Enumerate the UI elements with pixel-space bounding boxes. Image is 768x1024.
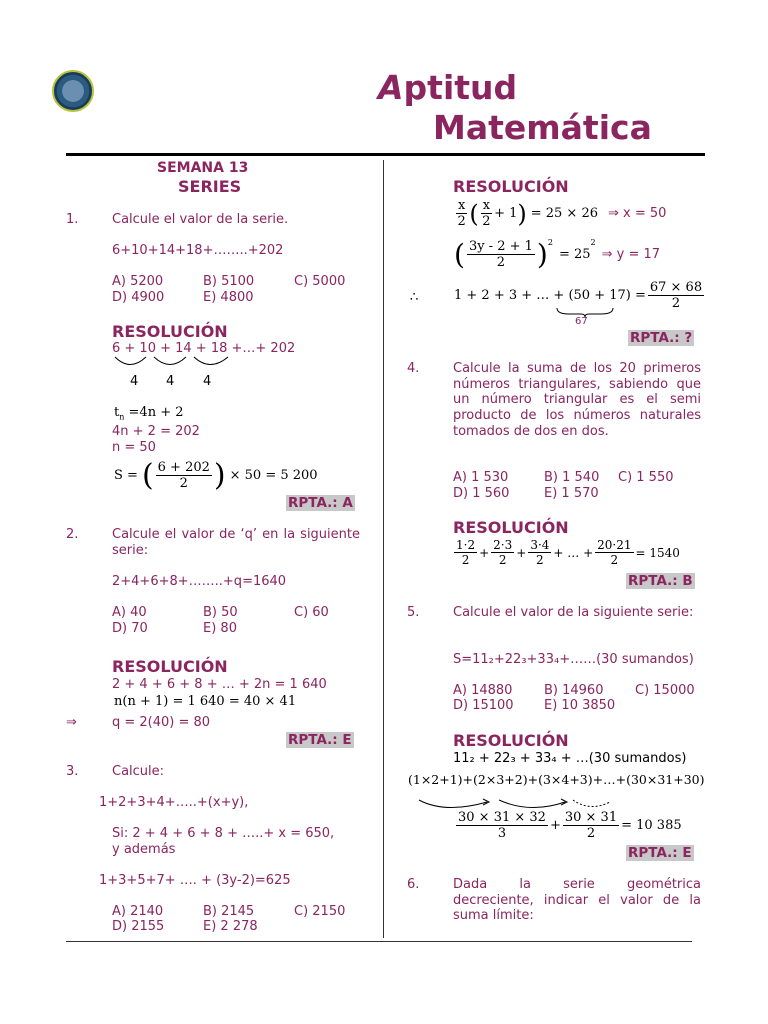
option-c: C) 15000 <box>635 683 695 698</box>
footer-divider <box>66 941 692 942</box>
option-e: E) 80 <box>203 621 237 636</box>
question-number: 5. <box>407 605 420 620</box>
option-b: B) 1 540 <box>544 470 600 485</box>
answer-badge: RPTA.: E <box>288 732 352 748</box>
question-expression: 1+2+3+4+…..+(x+y), <box>99 795 249 810</box>
page-title: Aptitud <box>378 68 518 107</box>
question-text: Calcule: <box>112 764 165 779</box>
header-divider <box>66 153 705 156</box>
option-e: E) 2 278 <box>203 919 258 934</box>
difference-arcs <box>110 354 240 372</box>
question-number: 4. <box>407 361 420 376</box>
brace-label: 67 <box>575 316 588 327</box>
therefore-icon: ∴ <box>410 290 419 305</box>
question-series: 2+4+6+8+……..+q=1640 <box>112 574 287 589</box>
resolution-line: (1×2+1)+(2×3+2)+(3×4+3)+…+(30×31+30) <box>408 772 705 787</box>
resolution-line: 11₂ + 22₃ + 33₄ + …(30 sumandos) <box>453 751 687 766</box>
question-series: 6+10+14+18+……..+202 <box>112 243 284 258</box>
question-condition: y además <box>112 842 176 857</box>
sum-formula: S = ( $\frac{6 + 202}{2}$ ) × 50 = 5 200 <box>114 458 318 493</box>
difference-value: 4 <box>130 374 139 389</box>
question-number: 2. <box>66 527 79 542</box>
option-c: C) 1 550 <box>618 470 674 485</box>
option-d: D) 2155 <box>112 919 165 934</box>
difference-value: 4 <box>203 374 212 389</box>
option-a: A) 14880 <box>453 683 513 698</box>
resolution-line: 1 + 2 + 3 + … + (50 + 17) = $\frac{67 \times 68}{2}$ <box>454 280 703 311</box>
option-d: D) 15100 <box>453 698 514 713</box>
question-number: 6. <box>407 877 420 892</box>
resolution-heading: RESOLUCIÓN <box>112 657 228 676</box>
resolution-heading: RESOLUCIÓN <box>453 731 569 750</box>
option-e: E) 10 3850 <box>544 698 616 713</box>
resolution-line: 6 + 10 + 14 + 18 +…+ 202 <box>112 341 296 356</box>
general-term: $t_n =4n + 2$ <box>114 405 184 422</box>
option-d: D) 70 <box>112 621 148 636</box>
option-a: A) 2140 <box>112 904 164 919</box>
resolution-line: n(n + 1) = 1 640 = 40 × 41 <box>114 694 297 709</box>
option-a: A) 1 530 <box>453 470 509 485</box>
resolution-line: $\frac{30 \times 31 \times 32}{3}$ + $\frac{30 \times 31}{2}$ = 10 385 <box>458 810 682 841</box>
option-d: D) 1 560 <box>453 486 510 501</box>
resolution-heading: RESOLUCIÓN <box>112 322 228 341</box>
option-c: C) 60 <box>294 605 329 620</box>
option-a: A) 5200 <box>112 274 164 289</box>
university-logo <box>52 70 94 112</box>
option-b: B) 50 <box>203 605 238 620</box>
question-number: 1. <box>66 212 79 227</box>
option-b: B) 5100 <box>203 274 255 289</box>
question-text: Calcule el valor de la siguiente serie: <box>453 605 694 620</box>
option-b: B) 2145 <box>203 904 255 919</box>
answer-badge: RPTA.: ? <box>630 330 693 346</box>
option-e: E) 1 570 <box>544 486 599 501</box>
question-number: 3. <box>66 764 79 779</box>
difference-value: 4 <box>166 374 175 389</box>
question-text: Calcule el valor de la serie. <box>112 212 289 227</box>
answer-badge: RPTA.: B <box>628 573 693 589</box>
question-condition: Si: 2 + 4 + 6 + 8 + …..+ x = 650, <box>112 826 335 841</box>
option-a: A) 40 <box>112 605 147 620</box>
resolution-line: 2 + 4 + 6 + 8 + … + 2n = 1 640 <box>112 677 327 692</box>
option-c: C) 2150 <box>294 904 346 919</box>
page-title-line2: Matemática <box>433 108 652 147</box>
implies-icon: ⇒ <box>66 715 77 730</box>
week-label: SEMANA 13 <box>157 160 249 176</box>
equation: 4n + 2 = 202 <box>112 424 200 439</box>
answer-badge: RPTA.: E <box>628 845 692 861</box>
resolution-line: q = 2(40) = 80 <box>112 715 211 730</box>
answer-badge: RPTA.: A <box>288 495 353 511</box>
question-text: Calcule el valor de ‘q’ en la siguiente serie: <box>112 527 360 558</box>
question-text: Dada la serie geométrica decreciente, indicar el valor de la suma límite: <box>453 877 701 924</box>
resolution-line: $\frac{x}{2}$ ( $\frac{x}{2}$ + 1 ) = 25 × 26 ⇒ x = 50 <box>457 198 667 229</box>
question-condition: 1+3+5+7+ …. + (3y-2)=625 <box>99 873 291 888</box>
question-series: S=11₂+22₃+33₄+……(30 sumandos) <box>453 652 694 667</box>
question-text: Calcule la suma de los 20 primeros números triangulares, sabiendo que un número triangular es el semi producto de los números naturales tomados de dos en dos. <box>453 361 701 439</box>
resolution-heading: RESOLUCIÓN <box>453 518 569 537</box>
resolution-heading: RESOLUCIÓN <box>453 177 569 196</box>
resolution-line: ( $\frac{3y - 2 + 1}{2}$ ) $^2$ = 25 2 ⇒ y = 17 <box>454 238 661 271</box>
column-divider <box>383 160 384 938</box>
option-d: D) 4900 <box>112 290 165 305</box>
resolution-line: $\frac{1\cdot 2}{2}$ + $\frac{2\cdot 3}{2}$ + $\frac{3\cdot 4}{2}$ + … + $\frac{20\cdot 21}{2}$ = 1540 <box>456 538 680 567</box>
option-e: E) 4800 <box>203 290 254 305</box>
equation: n = 50 <box>112 440 156 455</box>
option-b: B) 14960 <box>544 683 604 698</box>
topic-label: SERIES <box>178 177 242 196</box>
option-c: C) 5000 <box>294 274 346 289</box>
